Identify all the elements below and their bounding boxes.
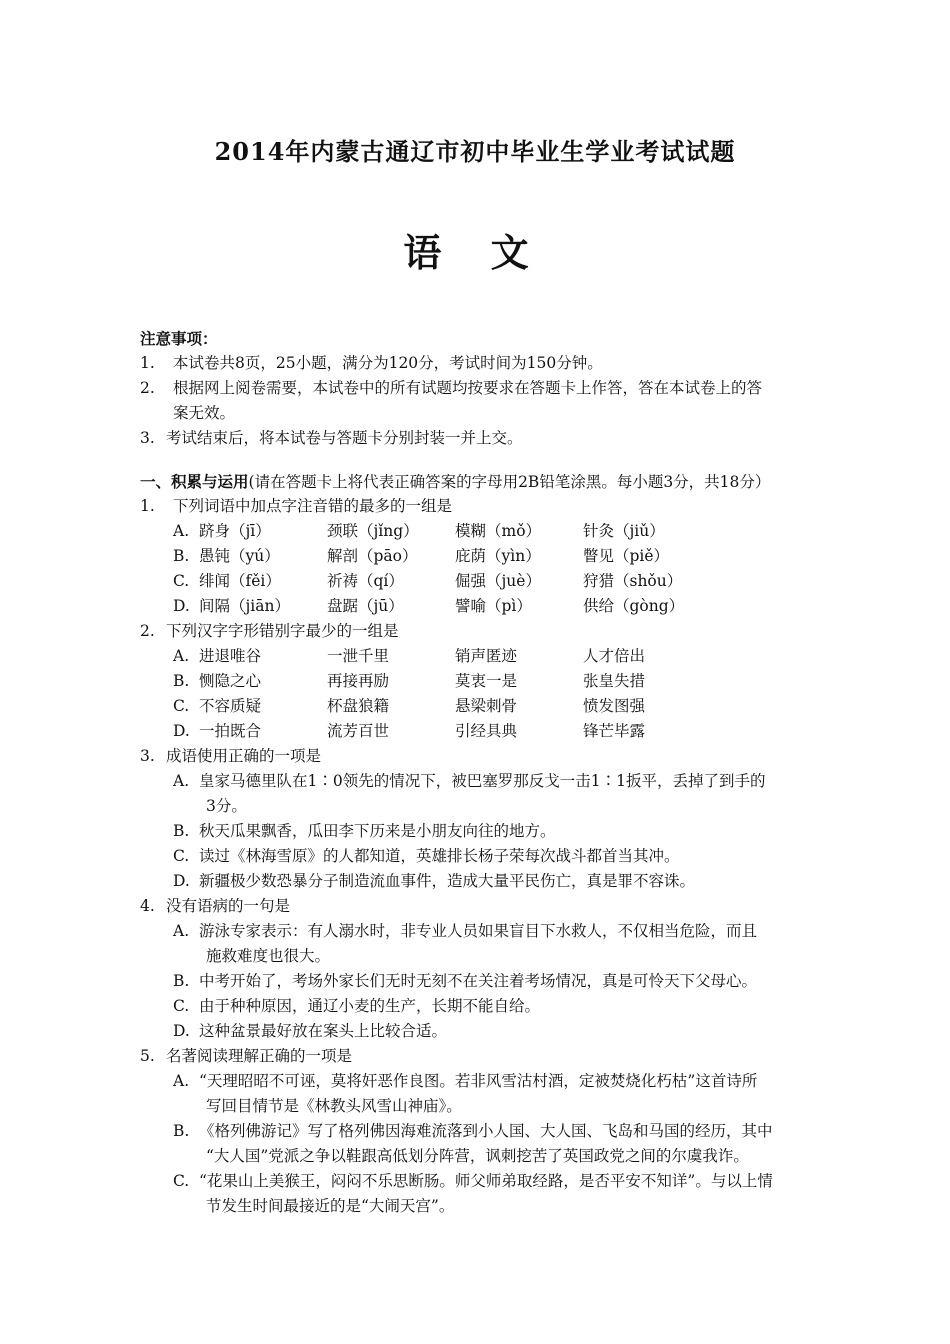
- note-item-cont: 案无效。: [173, 404, 236, 422]
- q3-option-b: B. 秋天瓜果飘香，瓜田李下历来是小朋友向往的地方。: [173, 822, 556, 840]
- subject-title: 语 文: [403, 230, 547, 275]
- note-item: 3. 考试结束后，将本试卷与答题卡分别封装一并上交。: [140, 429, 523, 447]
- q1-option-c: C. 绯闻（fěi） 祈祷（qí） 倔强（juè） 狩猎（shǒu）: [173, 572, 683, 590]
- note-item: 2. 根据网上阅卷需要，本试卷中的所有试题均按要求在答题卡上作答，答在本试卷上的答: [140, 379, 763, 397]
- question-stem: 1. 下列词语中加点字注音错的最多的一组是: [140, 497, 453, 515]
- q3-option-a-cont: 3分。: [206, 797, 247, 815]
- q2-option-b: B. 恻隐之心 再接再励 莫衷一是 张皇失措: [173, 672, 646, 690]
- question-stem: 4. 没有语病的一句是: [140, 897, 291, 915]
- q5-option-c-cont: 节发生时间最接近的是“大闹天宫”。: [206, 1197, 455, 1215]
- q5-option-c: C. “花果山上美猴王，闷闷不乐思断肠。师父师弟取经路，是否平安不知详”。与以上情: [173, 1172, 773, 1190]
- q3-option-c: C. 读过《林海雪原》的人都知道，英雄排长杨子荣每次战斗都首当其冲。: [173, 847, 680, 865]
- note-item: 1. 本试卷共8页，25小题，满分为120分，考试时间为150分钟。: [140, 354, 603, 372]
- notes-heading: 注意事项：: [140, 329, 218, 348]
- exam-body: [140, 326, 820, 1219]
- q4-option-d: D. 这种盆景最好放在案头上比较合适。: [173, 1022, 448, 1040]
- question-stem: 2. 下列汉字字形错别字最少的一组是: [140, 622, 399, 640]
- q1-option-d: D. 间隔（jiān） 盘踞（jū） 譬喻（pì） 供给（gòng）: [173, 597, 685, 615]
- q2-option-d: D. 一拍既合 流芳百世 引经具典 锋芒毕露: [173, 722, 646, 740]
- q3-option-d: D. 新疆极少数恐暴分子制造流血事件，造成大量平民伤亡，真是罪不容诛。: [173, 872, 696, 890]
- section-heading: 一、积累与运用(请在答题卡上将代表正确答案的字母用2B铅笔涂黑。每小题3分，共18分）: [140, 472, 771, 491]
- q5-option-a-cont: 写回目情节是《林教头风雪山神庙》。: [206, 1097, 462, 1115]
- q4-option-b: B. 中考开始了，考场外家长们无时无刻不在关注着考场情况，真是可怜天下父母心。: [173, 972, 758, 990]
- q3-option-a: A. 皇家马德里队在1∶0领先的情况下，被巴塞罗那反戈一击1∶1扳平，丢掉了到手的: [173, 772, 766, 790]
- q2-option-c: C. 不容质疑 杯盘狼籍 悬梁刺骨 愤发图强: [173, 697, 646, 715]
- q5-option-b: B. 《格列佛游记》写了格列佛因海难流落到小人国、大人国、飞岛和马国的经历，其中: [173, 1122, 773, 1140]
- q5-option-a: A. “天理昭昭不可诬，莫将奸恶作良图。若非风雪沽村酒，定被焚烧化朽枯”这首诗所: [173, 1072, 758, 1090]
- q5-option-b-cont: “大人国”党派之争以鞋跟高低划分阵营，讽刺挖苦了英国政党之间的尔虞我诈。: [206, 1147, 749, 1165]
- question-stem: 3. 成语使用正确的一项是: [140, 747, 322, 765]
- q4-option-a: A. 游泳专家表示：有人溺水时，非专业人员如果盲目下水救人，不仅相当危险，而且: [173, 922, 758, 940]
- question-stem: 5. 名著阅读理解正确的一项是: [140, 1047, 353, 1065]
- q1-option-a: A. 跻身（jī） 颈联（jǐng） 模糊（mǒ） 针灸（jiǔ）: [173, 522, 665, 540]
- exam-title: 2014年内蒙古通辽市初中毕业生学业考试试题: [214, 137, 736, 166]
- q4-option-a-cont: 施救难度也很大。: [206, 947, 331, 965]
- q1-option-b: B. 愚钝（yú） 解剖（pāo） 庇荫（yìn） 瞥见（piě）: [173, 547, 670, 565]
- q2-option-a: A. 进退唯谷 一泄千里 销声匿迹 人才倍出: [173, 647, 646, 665]
- q4-option-c: C. 由于种种原因，通辽小麦的生产，长期不能自给。: [173, 997, 541, 1015]
